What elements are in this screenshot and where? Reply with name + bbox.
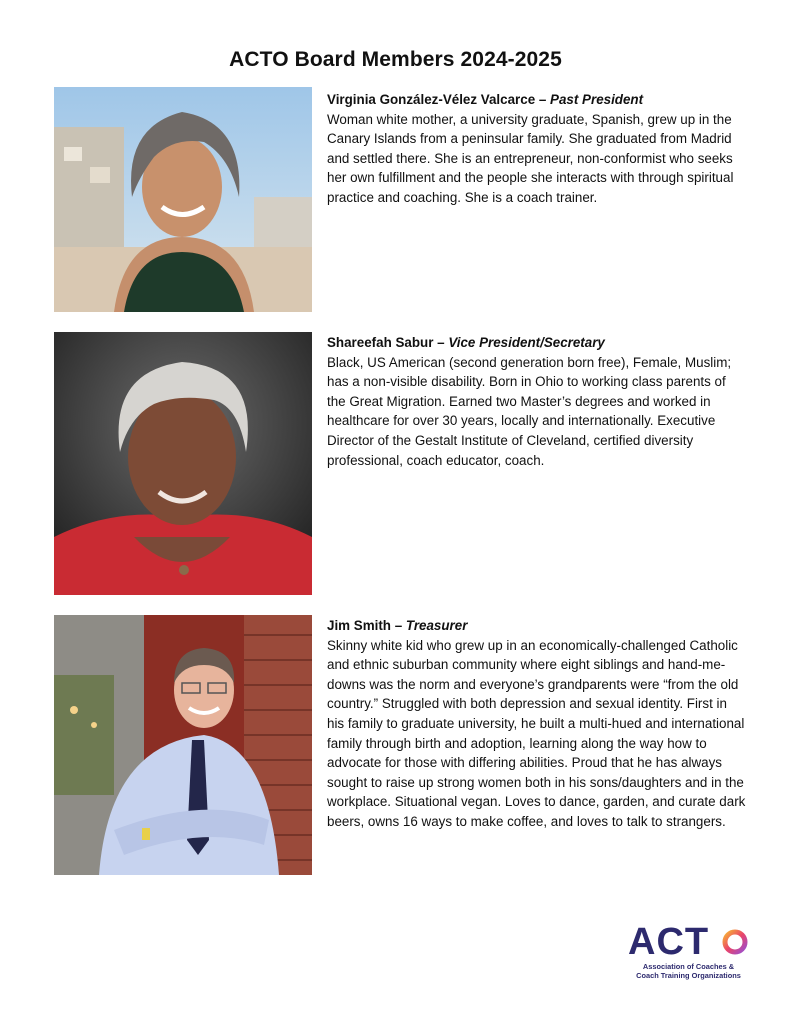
name-separator: –: [391, 618, 406, 633]
member-name: Shareefah Sabur: [327, 335, 434, 350]
member-role: Treasurer: [405, 618, 468, 633]
logo-subtitle: [626, 962, 751, 980]
acto-logo: [626, 922, 751, 980]
member-photo-jim: [54, 615, 312, 875]
member-bio: Skinny white kid who grew up in an economically-challenged Catholic and ethnic suburban community where eight siblings and hand-me-downs was the norm and everyone’s grandparents were “from the old country.” Struggled with both depression and sexual identity. First in his family to graduate university, he built a multi-hued and international family through birth and adoption, learning along the way how to advocate for those with differing abilities. Proud that he has always sought to raise up strong women both in his sons/daughters and in the workplace. Situational vegan. Loves to dance, garden, and curate dark beers, owns 16 ways to make coffee, and loves to talk to strangers.: [327, 637, 746, 829]
page-title: ACTO Board Members 2024-2025: [229, 48, 562, 71]
logo-subtitle-line1: Association of Coaches &: [642, 962, 735, 971]
member-photo-shareefah: [54, 332, 312, 595]
member-heading: [327, 616, 747, 636]
logo-wordmark: ACT: [628, 921, 710, 963]
member-heading: [327, 333, 747, 353]
member-name: Virginia González-Vélez Valcarce: [327, 92, 536, 107]
logo-o-ring-icon: [722, 929, 748, 955]
logo-subtitle-line2: Coach Training Organizations: [636, 971, 741, 980]
member-heading: [327, 90, 747, 110]
member-photo-virginia: [54, 87, 312, 312]
name-separator: –: [535, 92, 551, 107]
member-name: Jim Smith: [327, 618, 391, 633]
name-separator: –: [433, 335, 449, 350]
member-bio-block-shareefah: [327, 333, 747, 470]
member-role: Vice President/Secretary: [448, 335, 605, 350]
member-role: Past President: [550, 92, 644, 107]
member-bio: Woman white mother, a university graduate, Spanish, grew up in the Canary Islands from a peninsular family. She graduated from Madrid and settled there. She is an entrepreneur, non-conformist who seeks her own fulfillment and the people she interacts with through spiritual practice and coaching. She is a coach trainer.: [327, 111, 734, 205]
member-bio-block-virginia: [327, 90, 747, 208]
member-bio-block-jim: [327, 616, 747, 832]
member-bio: Black, US American (second generation born free), Female, Muslim; has a non-visible disability. Born in Ohio to working class parents of the Great Migration. Earned two Master’s degrees and worked in healthcare for over 30 years, locally and internationally. Executive Director of the Gestalt Institute of Cleveland, certified diversity professional, coach educator, coach.: [327, 354, 732, 468]
